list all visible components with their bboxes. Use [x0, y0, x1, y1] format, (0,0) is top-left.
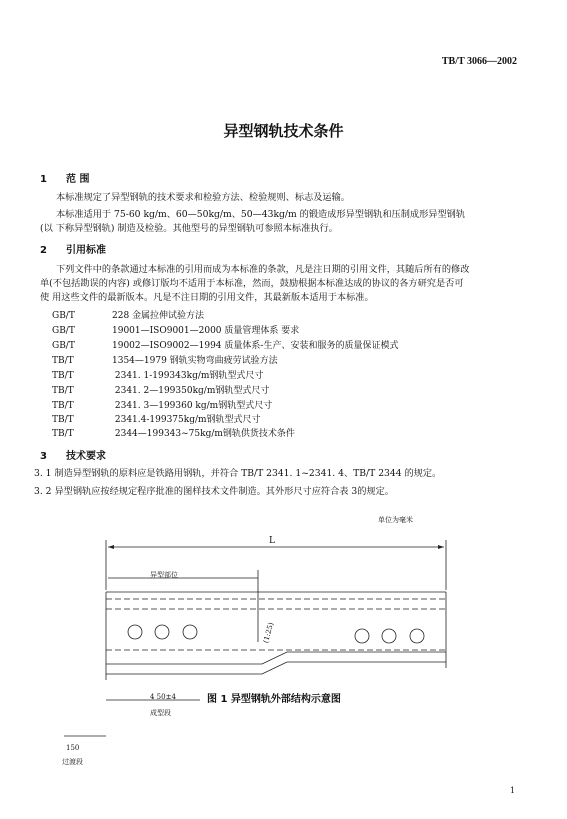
section-title: 引用标准: [66, 245, 106, 256]
figure-unit-note: 单位为毫米: [378, 516, 413, 524]
scope-paragraph-2: 本标准适用于 75-60 kg/m、60—50kg/m、50—43kg/m 的锻造成形异型钢轨和压制成形异型钢轨: [56, 209, 466, 220]
reference-text: 19001—ISO9001—2000 质量管理体系 要求: [112, 326, 300, 336]
reference-code: TB/T: [52, 429, 74, 439]
scope-paragraph-2-cont: (以 下称异型钢轨) 制造及检验。其他型号的异型钢轨可参照本标准执行。: [40, 223, 338, 234]
arrow-icon: [108, 545, 114, 549]
reference-text: 2341. 1-199343kg/m钢轨型式尺寸: [112, 371, 264, 381]
bolt-hole-icon: [355, 629, 369, 643]
requirement-3-1: 3. 1 制造异型钢轨的原料应是铁路用钢轨，并符合 TB/T 2341. 1~2341. 4、TB/T 2344 的规定。: [34, 468, 442, 479]
reference-code: GB/T: [52, 341, 75, 351]
reference-text: 228 金属拉伸试验方法: [112, 311, 205, 321]
figure-caption: 图 1 异型钢轨外部结构示意图: [205, 690, 343, 705]
arrow-icon: [438, 545, 444, 549]
figure-label-section: 异型部位: [150, 571, 178, 579]
figure-label-150: 150: [66, 744, 80, 752]
bolt-hole-icon: [128, 625, 142, 639]
section-number: 3: [40, 451, 47, 462]
section-number: 2: [40, 245, 47, 256]
figure-label-forming: 成型段: [150, 709, 171, 717]
reference-text: 2341. 2—199350kg/m钢轨型式尺寸: [112, 386, 270, 396]
figure-label-transition: 过渡段: [62, 758, 83, 766]
bolt-hole-icon: [382, 629, 396, 643]
section-number: 1: [40, 174, 47, 185]
references-intro-2: 单(不包括勘误的内容) 或修订版均不适用于本标准，然而，鼓励根据本标准达成的协议的各方研究是否可: [40, 278, 464, 289]
reference-text: 2341. 3—199360 kg/m钢轨型式尺寸: [112, 401, 273, 411]
bolt-hole-icon: [155, 625, 169, 639]
reference-text: 19002—ISO9002—1994 质量体系-生产、安装和服务的质量保证模式: [112, 341, 399, 351]
reference-code: TB/T: [52, 415, 74, 425]
reference-code: GB/T: [52, 311, 75, 321]
references-intro-3: 使 用这些文件的最新版本。凡是不注日期的引用文件，其最新版本适用于本标准。: [40, 292, 374, 303]
bolt-hole-icon: [183, 625, 197, 639]
standard-number: TB/T 3066—2002: [441, 56, 517, 67]
reference-text: 1354—1979 钢轨实物弯曲疲劳试验方法: [112, 356, 278, 366]
reference-text: 2341.4-199375kg/m钢轨型式尺寸: [112, 415, 261, 425]
reference-code: TB/T: [52, 356, 74, 366]
bolt-hole-icon: [410, 629, 424, 643]
section-title: 范 围: [66, 174, 90, 185]
document-title: 异型钢轨技术条件: [223, 122, 344, 140]
figure-label-slope: (1:25): [262, 621, 276, 645]
figure-label-dimension: 4 50±4: [150, 693, 176, 701]
figure-label-L: L: [269, 536, 275, 546]
page-number: 1: [510, 786, 516, 795]
section-title: 技术要求: [66, 451, 106, 462]
requirement-3-2: 3. 2 异型钢轨应按经规定程序批准的图样技术文件制造。其外形尺寸应符合表 3的规定。: [34, 486, 394, 497]
references-intro-1: 下列文件中的条款通过本标准的引用而成为本标准的条款，凡是注日期的引用文件，其随后所有的修改: [56, 264, 470, 275]
reference-code: TB/T: [52, 371, 74, 381]
scope-paragraph-1: 本标准规定了异型钢轨的技术要求和检验方法、检验规则、标志及运输。: [56, 192, 350, 203]
reference-text: 2344—199343~75kg/m钢轨供货技术条件: [112, 429, 295, 439]
reference-code: GB/T: [52, 326, 75, 336]
reference-code: TB/T: [52, 386, 74, 396]
reference-code: TB/T: [52, 401, 74, 411]
